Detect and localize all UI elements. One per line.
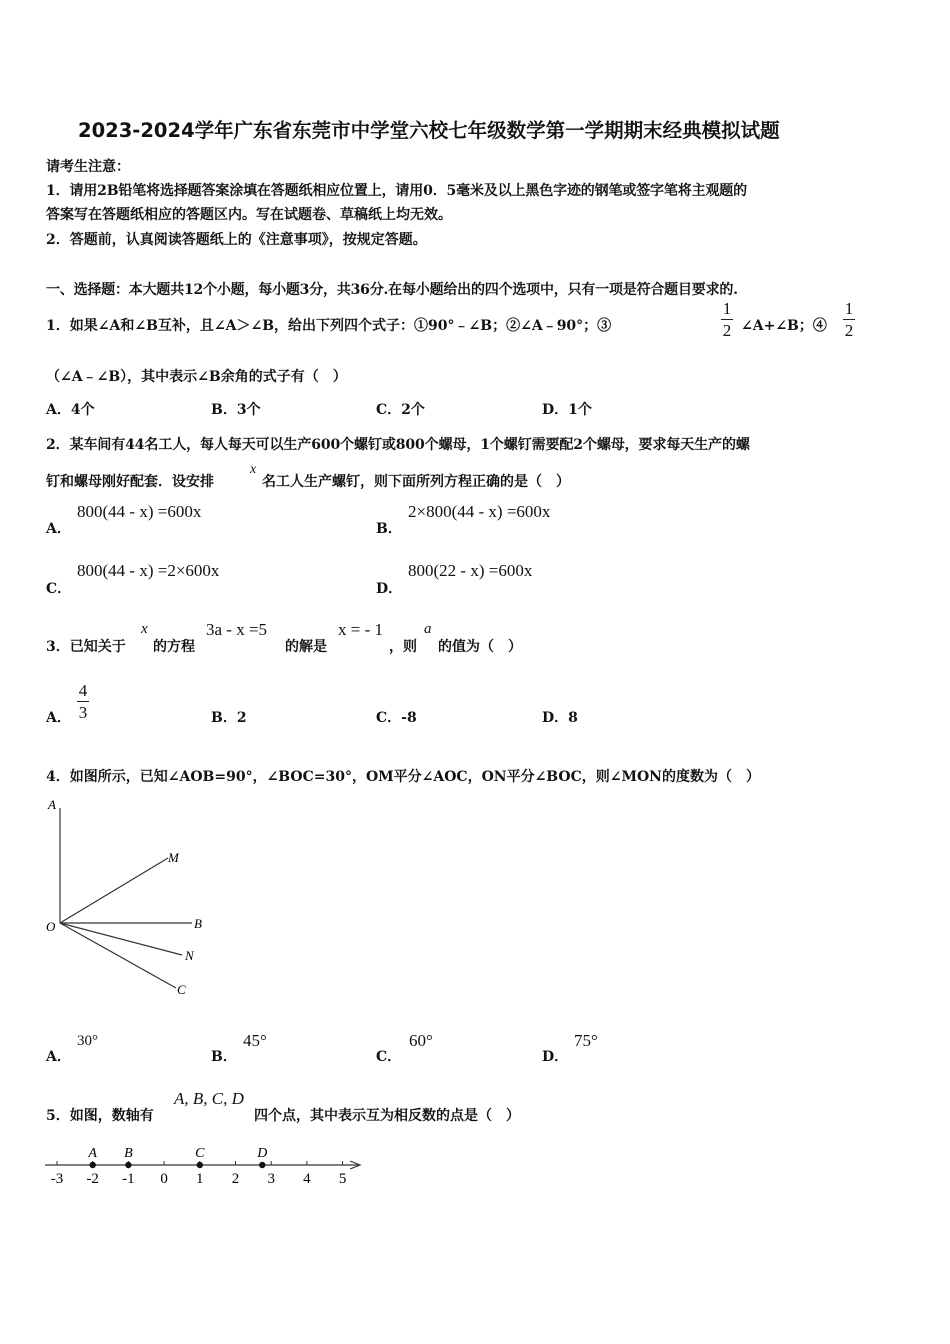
q2-option-d-eq: 800(22 - x) =600x (408, 561, 533, 580)
label-b: B (194, 916, 202, 931)
q3-var-a: a (424, 621, 432, 637)
q3-text-c: 的解是 (285, 639, 327, 655)
q3-option-c: C．-8 (376, 710, 417, 726)
label-o: O (46, 919, 56, 934)
notice-line-2: 2．答题前，认真阅读答题纸上的《注意事项》，按规定答题。 (46, 232, 427, 248)
axis-tick-label: -2 (86, 1171, 99, 1187)
q2-line-1: 2．某车间有44名工人，每人每天可以生产600个螺钉或800个螺母，1个螺钉需要配2个螺母，要求每天生产的螺 (46, 437, 750, 453)
ray-om (60, 858, 168, 923)
q1-frac4-den: 2 (844, 321, 854, 340)
q2-option-c-label: C． (46, 581, 72, 597)
q1-frac3-bar (721, 319, 733, 320)
label-m: M (168, 850, 179, 865)
q3-option-d: D．8 (542, 710, 578, 726)
point-label-a: A (88, 1146, 97, 1161)
section-1-heading: 一、选择题：本大题共12个小题，每小题3分，共36分.在每小题给出的四个选项中，只有一项是符合题目要求的. (46, 282, 738, 298)
point-a (90, 1162, 96, 1168)
q4-option-d-label: D． (542, 1049, 569, 1065)
q2-line-2a: 钉和螺母刚好配套．设安排 (46, 474, 214, 490)
q4-text: 4．如图所示，已知∠AOB=90°，∠BOC=30°，OM平分∠AOC，ON平分∠BOC，则∠MON的度数为（ ） (46, 769, 760, 785)
q3-text-a: 3．已知关于 (46, 639, 126, 655)
axis-tick-label: 3 (267, 1171, 275, 1187)
q4-option-b-val: 45° (243, 1031, 267, 1050)
axis-tick-label: 4 (303, 1171, 311, 1187)
q4-angle-figure (40, 790, 220, 1005)
ray-oc (60, 923, 176, 988)
notice-line-1a: 1．请用2B铅笔将选择题答案涂填在答题纸相应位置上，请用0．5毫米及以上黑色字迹的钢笔或签字笔将主观题的 (46, 183, 747, 199)
q2-line-2b: 名工人生产螺钉，则下面所列方程正确的是（ ） (262, 474, 570, 490)
q3-text-d: ，则 (389, 639, 417, 655)
q1-fraction-4 (843, 300, 855, 339)
q4-option-c-val: 60° (409, 1031, 433, 1050)
q4-option-b-label: B． (211, 1049, 237, 1065)
q2-option-d-label: D． (376, 581, 403, 597)
q4-option-a-label: A． (46, 1049, 71, 1065)
q5-number-line (40, 1140, 370, 1190)
point-b (125, 1162, 131, 1168)
point-label-d: D (257, 1146, 268, 1161)
q2-option-a-label: A． (46, 521, 71, 537)
q1-frac4-num: 1 (844, 299, 854, 318)
q3-option-a-label: A． (46, 710, 71, 726)
axis-tick-label: -3 (50, 1171, 64, 1187)
q4-option-d-val: 75° (574, 1031, 598, 1050)
q3-equation: 3a - x =5 (206, 620, 268, 639)
q3-option-b: B．2 (211, 710, 247, 726)
q2-option-c-eq: 800(44 - x) =2×600x (77, 561, 220, 580)
q3-solution: x = - 1 (338, 620, 383, 639)
q1-frac3-den: 2 (722, 321, 732, 340)
q3-option-a-fraction (77, 682, 89, 721)
q2-option-a-eq: 800(44 - x) =600x (77, 502, 202, 521)
ray-on (60, 923, 182, 955)
q5-points: A, B, C, D (174, 1089, 244, 1108)
q1-option-a: A．4个 (46, 402, 95, 418)
axis-tick-label: -1 (122, 1171, 135, 1187)
point-label-b: B (124, 1146, 133, 1161)
q1-text-c: （∠A﹣∠B），其中表示∠B余角的式子有（ ） (46, 369, 347, 385)
q2-option-b-eq: 2×800(44 - x) =600x (408, 502, 551, 521)
q1-text-a: 1．如果∠A和∠B互补，且∠A＞∠B，给出下列四个式子：①90°﹣∠B；②∠A﹣90°；③ (46, 318, 612, 334)
q2-option-b-label: B． (376, 521, 402, 537)
point-label-c: C (195, 1146, 205, 1161)
q1-frac3-num: 1 (722, 299, 732, 318)
axis-tick-label: 2 (231, 1171, 240, 1187)
q5-text-b: 四个点，其中表示互为相反数的点是（ ） (254, 1108, 520, 1124)
axis-tick-label: 5 (338, 1171, 347, 1187)
point-d (259, 1162, 265, 1168)
axis-tick-label: 1 (196, 1171, 204, 1187)
q3-option-a-num: 4 (78, 681, 88, 700)
q1-option-c: C．2个 (376, 402, 425, 418)
label-a: A (48, 797, 56, 812)
q3-var-x: x (141, 621, 148, 637)
q1-option-b: B．3个 (211, 402, 261, 418)
q1-option-d: D．1个 (542, 402, 592, 418)
q3-text-e: 的值为（ ） (438, 639, 522, 655)
q2-var-x: x (250, 462, 257, 477)
axis-tick-label: 0 (160, 1171, 168, 1187)
label-n: N (185, 948, 194, 963)
q3-text-b: 的方程 (153, 639, 195, 655)
label-c: C (177, 982, 186, 997)
q3-option-a-den: 3 (78, 703, 88, 722)
notice-heading: 请考生注意： (46, 159, 130, 175)
page-title: 2023-2024学年广东省东莞市中学堂六校七年级数学第一学期期末经典模拟试题 (78, 119, 780, 142)
q1-text-b: ∠A+∠B；④ (741, 318, 827, 334)
q1-frac4-bar (843, 319, 855, 320)
q4-option-a-val: 30° (77, 1033, 98, 1049)
notice-line-1b: 答案写在答题纸相应的答题区内。写在试题卷、草稿纸上均无效。 (46, 207, 452, 223)
q1-fraction-3 (721, 300, 733, 339)
q4-option-c-label: C． (376, 1049, 402, 1065)
q5-text-a: 5．如图，数轴有 (46, 1108, 154, 1124)
point-c (197, 1162, 203, 1168)
q3-option-a-bar (77, 701, 89, 702)
